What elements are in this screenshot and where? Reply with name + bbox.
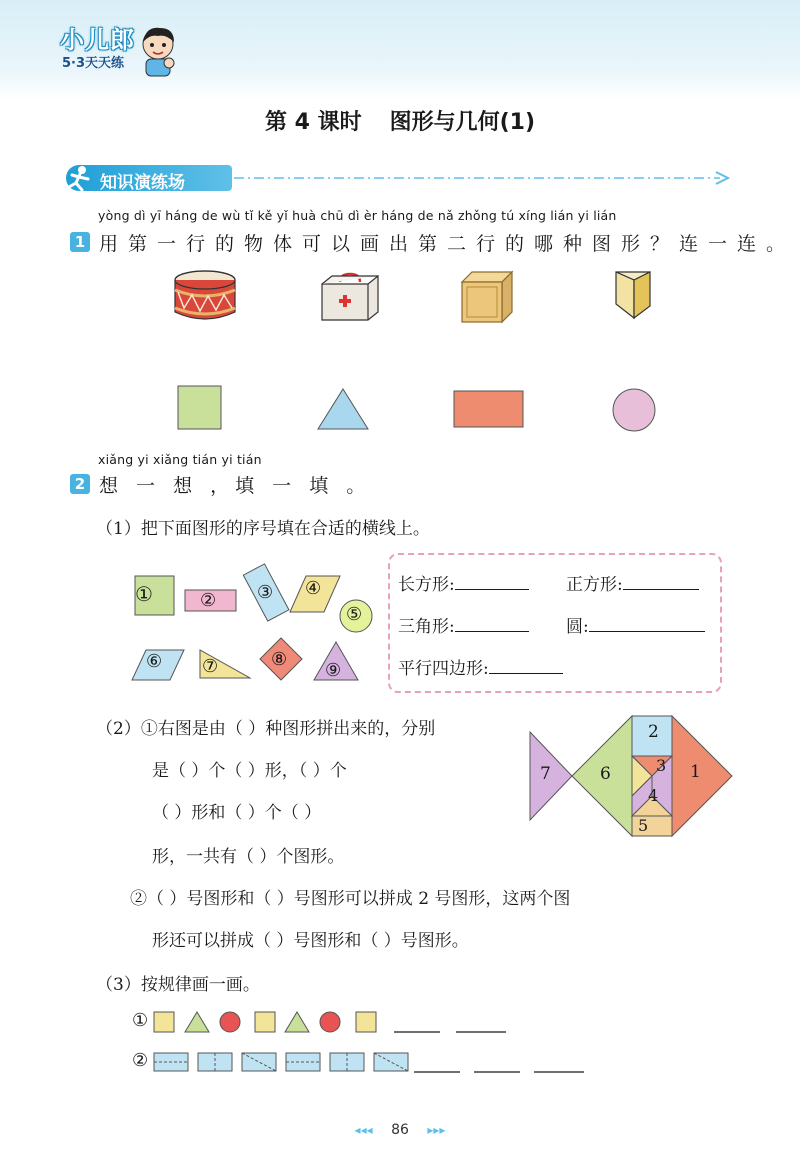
blank-parallelogram[interactable] — [489, 673, 563, 674]
fish-piece-1 — [672, 716, 732, 836]
q1-number-badge: 1 — [70, 232, 90, 252]
medicine-box-object[interactable] — [318, 272, 382, 324]
next-arrows: ▸▸▸ — [427, 1123, 446, 1137]
pattern-row2-marker: ② — [132, 1050, 149, 1071]
q2-part3-prompt: （3）按规律画一画。 — [96, 975, 260, 995]
blank-square[interactable] — [623, 589, 699, 590]
logo-subtitle: 5·3天天练 — [62, 56, 125, 71]
pattern-circle — [320, 1012, 340, 1032]
label-circle: 圆: — [566, 612, 705, 637]
label-rectangle: 长方形: — [398, 570, 529, 595]
q2-part2-line3: （ ）形和（ ）个（ ） — [152, 803, 322, 823]
shape-label-8: ⑧ — [271, 649, 288, 670]
triangular-prism-object[interactable] — [612, 268, 654, 322]
pattern-triangle — [285, 1012, 309, 1032]
fish-piece-7 — [530, 732, 572, 820]
red-rectangle-shape[interactable] — [452, 389, 526, 429]
shape-label-4: ④ — [305, 578, 322, 599]
blank-rectangle[interactable] — [455, 589, 529, 590]
pattern-row1-marker: ① — [132, 1010, 149, 1031]
q2-part1-prompt: （1）把下面图形的序号填在合适的横线上。 — [96, 519, 430, 539]
shape-label-9: ⑨ — [325, 660, 342, 681]
blue-triangle-shape[interactable] — [315, 386, 371, 432]
label-triangle: 三角形: — [398, 612, 529, 637]
lesson-number: 第 4 课时 — [264, 110, 362, 135]
wooden-crate-object[interactable] — [458, 268, 516, 326]
section-label: 知识演练场 — [100, 173, 185, 193]
q2-part2-line5: ②（ ）号图形和（ ）号图形可以拼成 2 号图形，这两个图 — [130, 889, 571, 909]
shape-label-1: ① — [135, 582, 153, 606]
pattern-square — [154, 1012, 174, 1032]
lesson-topic: 图形与几何(1) — [389, 110, 536, 135]
label-parallelogram: 平行四边形: — [398, 654, 563, 679]
q1-instruction: 用第一行的物体可以画出第二行的哪种图形？连一连。 — [99, 233, 796, 255]
fish-label-6: 6 — [600, 764, 611, 784]
pattern-circle — [220, 1012, 240, 1032]
pattern-row2 — [152, 1048, 592, 1078]
q2-part2-line1: （2）①右图是由（ ）种图形拼出来的，分别 — [96, 719, 436, 739]
shape-label-5: ⑤ — [346, 604, 363, 625]
shape-label-6: ⑥ — [146, 651, 163, 672]
q2-instruction: 想 一 想 ，填 一 填 。 — [99, 475, 372, 497]
pattern-triangle — [185, 1012, 209, 1032]
blank-circle[interactable] — [589, 631, 705, 632]
fish-label-1: 1 — [690, 762, 701, 782]
q2-part2-line6: 形还可以拼成（ ）号图形和（ ）号图形。 — [152, 931, 469, 951]
label-square: 正方形: — [566, 570, 699, 595]
q2-part2-line2: 是（ ）个（ ）形，（ ）个 — [152, 761, 347, 781]
shape-label-7: ⑦ — [202, 656, 219, 677]
logo-title: 小儿郎 — [60, 26, 135, 54]
pattern-square — [356, 1012, 376, 1032]
q2-pinyin: xiǎng yi xiǎng tián yi tián — [98, 452, 262, 467]
fish-label-3: 3 — [656, 756, 667, 775]
shape-label-2: ② — [200, 590, 217, 611]
pink-circle-shape[interactable] — [610, 386, 658, 434]
fish-label-4: 4 — [648, 786, 659, 805]
green-square-shape[interactable] — [176, 384, 224, 432]
q2-number-badge: 2 — [70, 474, 90, 494]
q1-pinyin: yòng dì yī háng de wù tǐ kě yǐ huà chū dì èr háng de nǎ zhǒng tú xíng lián yi lián — [98, 208, 617, 223]
fish-label-5: 5 — [638, 816, 649, 835]
blank-triangle[interactable] — [455, 631, 529, 632]
prev-arrows: ◂◂◂ — [354, 1123, 373, 1137]
fish-label-7: 7 — [540, 764, 551, 784]
running-figure-icon — [64, 163, 94, 193]
fish-label-2: 2 — [648, 722, 659, 742]
mascot-boy-icon — [136, 24, 180, 78]
pattern-row1 — [152, 1008, 512, 1036]
drum-object[interactable] — [170, 268, 240, 324]
q2-part2-line4: 形，一共有（ ）个图形。 — [152, 847, 345, 867]
page-footer — [0, 1122, 800, 1138]
shape-label-3: ③ — [257, 582, 274, 603]
fish-tangram-figure — [528, 710, 738, 842]
page-title — [0, 105, 800, 136]
page-number: 86 — [391, 1122, 409, 1138]
pattern-square — [255, 1012, 275, 1032]
section-divider — [232, 170, 732, 186]
